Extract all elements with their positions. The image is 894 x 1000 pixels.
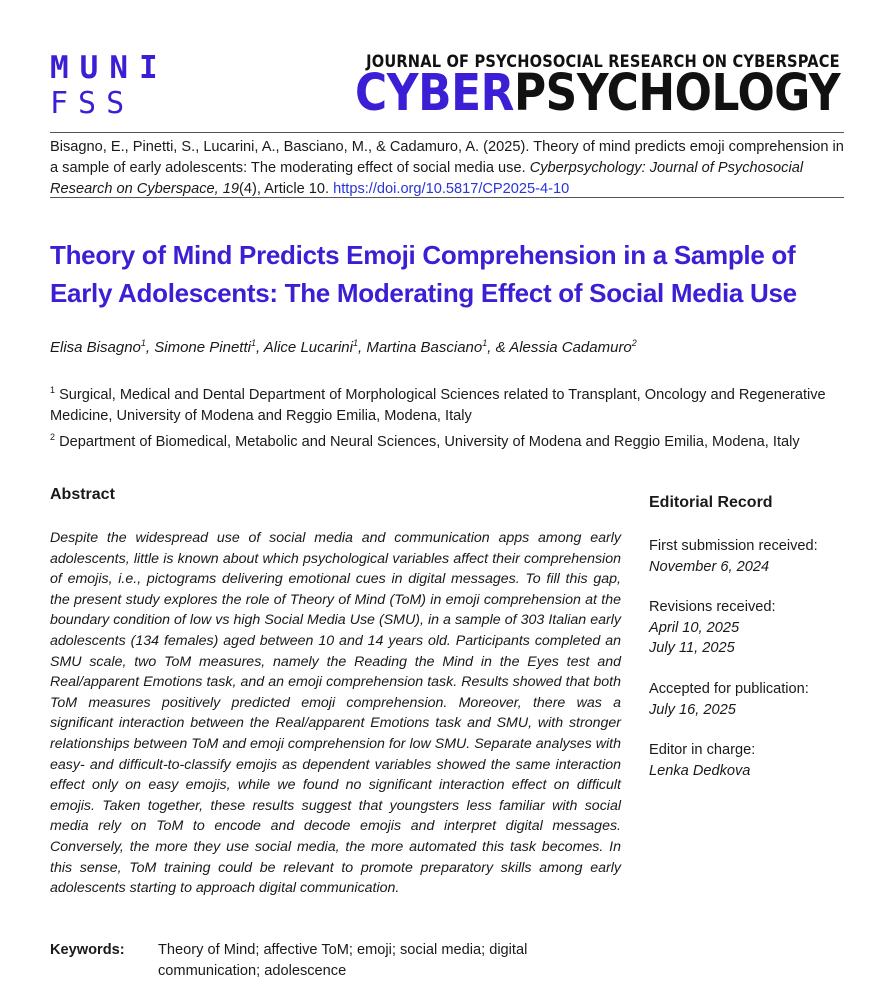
journal-title-part1: CYBER [354, 64, 514, 123]
editorial-record [649, 494, 859, 801]
author-affiliation: 1 [140, 338, 146, 348]
affiliation-item [50, 380, 840, 427]
author-separator: , [358, 339, 367, 356]
author-list [50, 338, 637, 356]
abstract-text: Despite the widespread use of social media and communication apps among early adolescents, little is known about which psychological variables affect their comprehension of emojis, i.e., pictograms delivering emotional cues in digital messages. To fill this gap, the present study explores the role of Theory of Mind (ToM) in emoji comprehension at the boundary condition of low vs high Social Media Use (SMU), in a sample of 303 Italian early adolescents (134 females) aged between 10 and 14 years old. Participants completed an SMU scale, two ToM measures, namely the Reading the Mind in the Eyes test and Real/apparent Emotions task, and an emoji comprehension task. Results showed that both ToM measures positively predicted emoji comprehension. Moreover, there was a significant interaction between the Real/apparent Emotions task and SMU, with stronger relationships between ToM and emoji comprehension for low SMU. Separate analyses with easy- and difficult-to-classify emojis as dependent variables showed the same interaction effect only on easy emojis, while we found no significant interaction effect on difficult emojis. Taken together, these results suggest that youngsters less familiar with social media rely on ToM to encode and decode emojis and interpret digital messages. Conversely, the more they use social media, the more automated this task becomes. In this sense, ToM training could be relevant to promote preparatory skills among early adolescents starting to approach digital communication. [50, 530, 621, 897]
revision-date-2: July 11, 2025 [649, 640, 735, 657]
journal-subtitle: JOURNAL OF PSYCHOSOCIAL RESEARCH ON CYBERSPACE [366, 52, 840, 72]
first-submission-date: November 6, 2024 [649, 558, 770, 575]
abstract-heading: Abstract [50, 486, 115, 503]
accepted-label: Accepted for publication: [649, 680, 809, 697]
first-submission-label: First submission received: [649, 538, 818, 554]
keywords-value: Theory of Mind; affective ToM; emoji; social media; digital communication; adolescence [158, 942, 528, 979]
author-affiliation: 1 [352, 338, 358, 348]
editorial-heading: Editorial Record [649, 494, 773, 511]
first-submission [649, 536, 859, 577]
journal-title-part2: PSYCHOLOGY [513, 64, 840, 123]
affiliation-number: 2 [50, 431, 56, 442]
affiliations [50, 380, 840, 453]
editor-name: Lenka Dedkova [649, 762, 751, 779]
journal-title [355, 64, 840, 123]
author-affiliation: 2 [631, 338, 637, 348]
muni-fss-logo [50, 50, 169, 122]
editor-label: Editor in charge: [649, 742, 756, 759]
author-affiliation: 1 [250, 338, 256, 348]
keywords-label: Keywords: [50, 942, 125, 958]
revisions-label: Revisions received: [649, 599, 776, 616]
citation-journal: Cyberpsychology: Journal of Psychosocial Research on Cyberspace, 19 [50, 160, 804, 197]
header-rule-bottom [50, 197, 844, 198]
revision-date-1: April 10, 2025 [649, 619, 740, 636]
author-name: Elisa Bisagno [50, 339, 141, 356]
doi-link[interactable]: https://doi.org/10.5817/CP2025-4-10 [333, 181, 570, 197]
affiliation-text: Surgical, Medical and Dental Department of Morphological Sciences related to Transplant, Oncology and Regenerative Medicine, University of Modena and Reggio Emilia, Modena, Italy [50, 386, 826, 424]
author-name: Martina Basciano [366, 339, 483, 356]
affiliation-number: 1 [50, 385, 56, 395]
author-name: Alessia Cadamuro [509, 339, 632, 356]
accepted [649, 679, 859, 720]
author-name: Alice Lucarini [263, 339, 353, 356]
logo-line-2: FSS [50, 86, 135, 121]
author-name: Simone Pinetti [154, 339, 251, 356]
citation-text: Bisagno, E., Pinetti, S., Lucarini, A., Basciano, M., & Cadamuro, A. (2025). Theory of mind predicts emoji comprehension in a sample of early adolescents: The moderating effect of social media use. [50, 139, 844, 176]
citation [50, 137, 850, 200]
author-separator: , [255, 339, 264, 356]
affiliation-item [50, 427, 840, 453]
paper-title: Theory of Mind Predicts Emoji Comprehension in a Sample of Early Adolescents: The Moderating Effect of Social Media Use [50, 240, 797, 308]
affiliation-text: Department of Biomedical, Metabolic and Neural Sciences, University of Modena and Reggio Emilia, Modena, Italy [55, 433, 800, 450]
logo-line-1: MUNI [50, 50, 169, 86]
revisions [649, 597, 859, 659]
author-affiliation: 1 [482, 338, 488, 348]
citation-issue: (4), Article 10. [239, 181, 334, 197]
editor [649, 740, 859, 781]
accepted-date: July 16, 2025 [649, 701, 736, 718]
author-separator: , [145, 339, 155, 356]
author-separator: , & [487, 339, 510, 356]
header-rule-top [50, 132, 844, 133]
